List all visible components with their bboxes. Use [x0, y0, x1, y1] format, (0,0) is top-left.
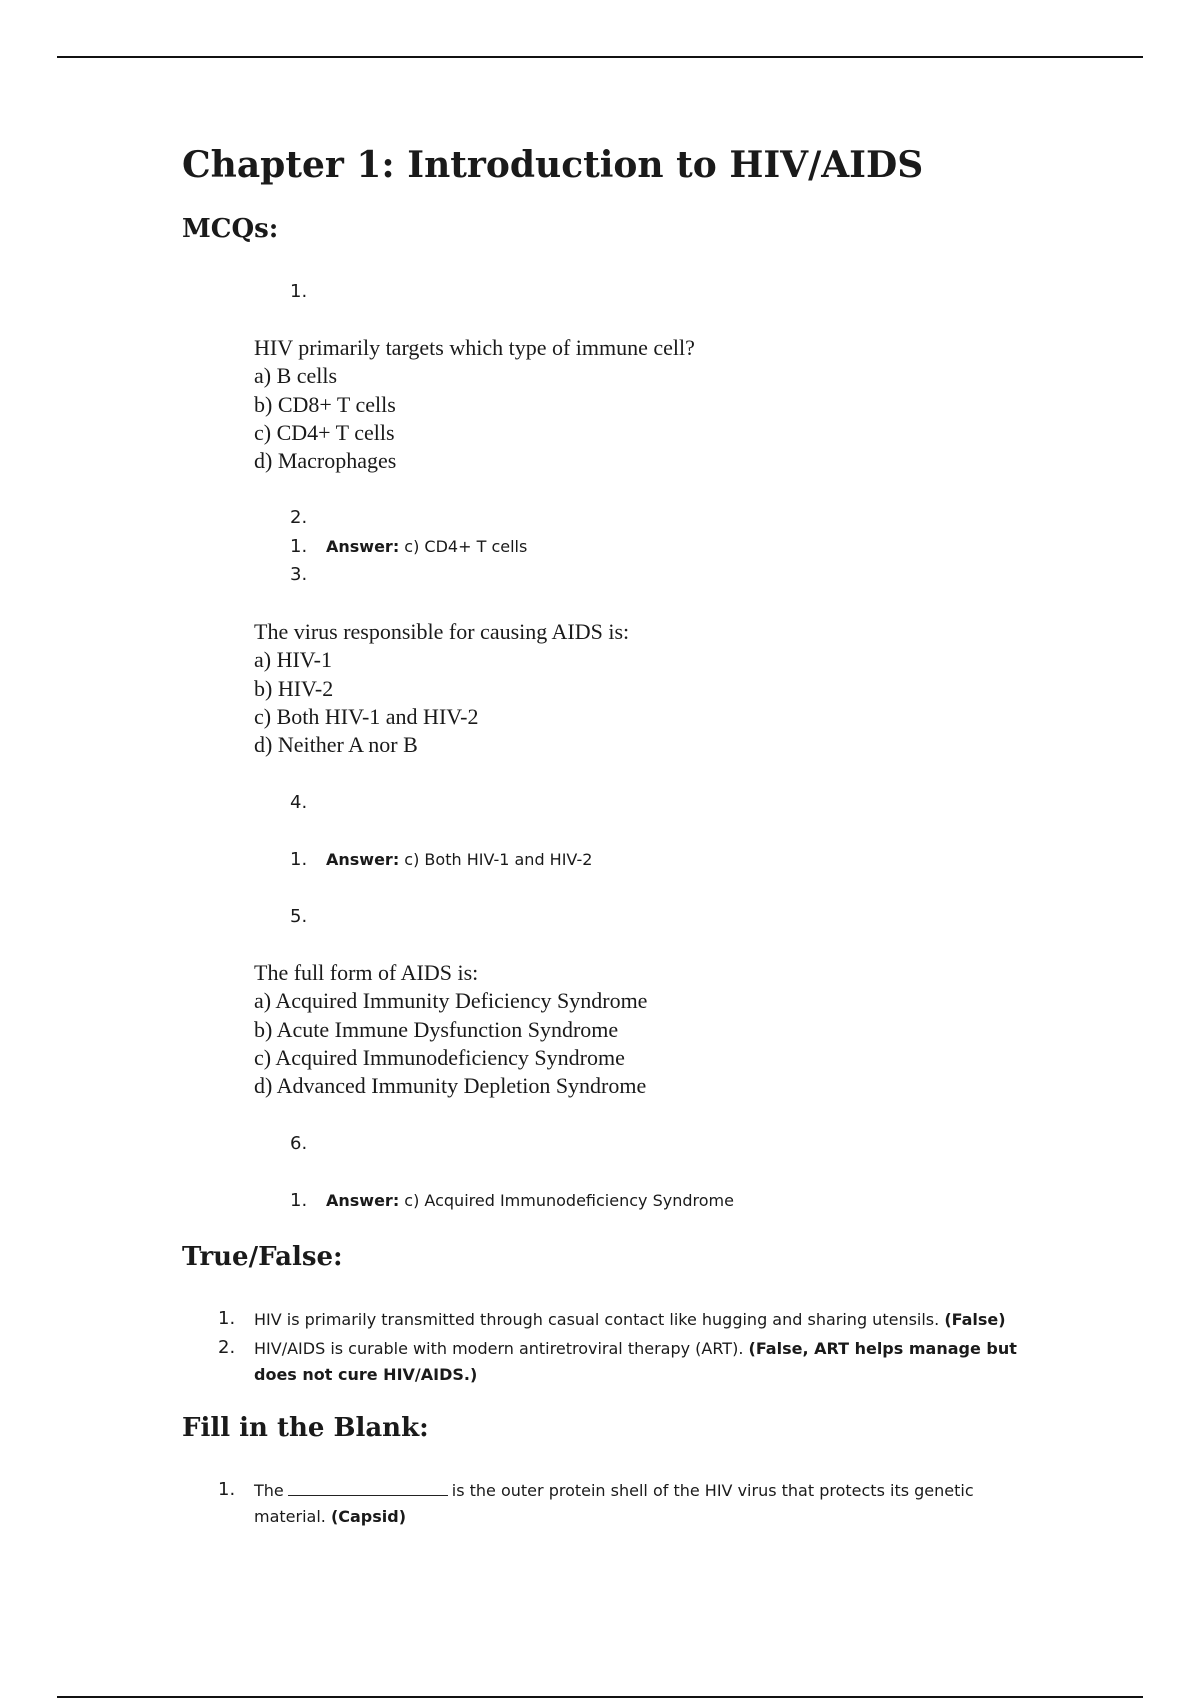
option-c: c) Both HIV-1 and HIV-2	[254, 703, 479, 729]
top-rule	[57, 56, 1143, 58]
option-a: a) Acquired Immunity Deficiency Syndrome	[254, 988, 648, 1014]
answer-label: Answer:	[326, 850, 400, 869]
tf-item-1	[218, 1306, 1038, 1332]
tf-statement: HIV/AIDS is curable with modern antiretroviral therapy (ART).	[254, 1339, 749, 1358]
option-d: d) Macrophages	[254, 448, 397, 474]
answer-text: c) CD4+ T cells	[399, 537, 528, 556]
fill-blank-heading: Fill in the Blank:	[182, 1413, 429, 1443]
fib-answer: (Capsid)	[330, 1507, 407, 1526]
option-c: c) Acquired Immunodeficiency Syndrome	[254, 1044, 625, 1070]
fib-text-after: is the outer protein shell of the HIV virus that protects its genetic material.	[254, 1481, 974, 1526]
tf-item-2	[218, 1335, 1038, 1387]
fib-item-1	[218, 1477, 1038, 1529]
question-text: The full form of AIDS is:	[254, 960, 479, 985]
question-text: HIV primarily targets which type of immune cell?	[254, 335, 695, 360]
fib-number: 1.	[218, 1479, 236, 1500]
mcq-question-1	[254, 334, 695, 475]
answer-3	[290, 1190, 734, 1211]
option-a: a) HIV-1	[254, 647, 332, 673]
option-b: b) HIV-2	[254, 675, 334, 701]
answer-label: Answer:	[326, 537, 400, 556]
mcq-number-4: 4.	[290, 792, 308, 813]
option-b: b) CD8+ T cells	[254, 391, 396, 417]
answer-number: 1.	[290, 1190, 308, 1211]
answer-text: c) Both HIV-1 and HIV-2	[399, 850, 593, 869]
option-a: a) B cells	[254, 363, 338, 389]
question-text: The virus responsible for causing AIDS is:	[254, 619, 630, 644]
answer-2	[290, 849, 593, 870]
tf-answer: (False)	[944, 1310, 1006, 1329]
mcq-number-3: 3.	[290, 564, 308, 585]
fib-text-before: The	[254, 1481, 284, 1500]
mcq-number-6: 6.	[290, 1133, 308, 1154]
option-d: d) Neither A nor B	[254, 732, 418, 758]
mcq-question-2	[254, 618, 629, 759]
tf-number: 2.	[218, 1337, 236, 1358]
option-d: d) Advanced Immunity Depletion Syndrome	[254, 1073, 647, 1099]
answer-text: c) Acquired Immunodeficiency Syndrome	[399, 1191, 734, 1210]
answer-label: Answer:	[326, 1191, 400, 1210]
mcq-question-3	[254, 959, 647, 1100]
blank-line	[288, 1481, 448, 1496]
option-b: b) Acute Immune Dysfunction Syndrome	[254, 1016, 619, 1042]
mcq-heading: MCQs:	[182, 214, 279, 244]
chapter-title: Chapter 1: Introduction to HIV/AIDS	[182, 144, 924, 186]
option-c: c) CD4+ T cells	[254, 419, 395, 445]
mcq-number-1: 1.	[290, 281, 308, 302]
mcq-number-5: 5.	[290, 906, 308, 927]
answer-1	[290, 536, 528, 557]
answer-number: 1.	[290, 536, 308, 557]
bottom-rule	[57, 1696, 1143, 1698]
tf-number: 1.	[218, 1308, 236, 1329]
answer-number: 1.	[290, 849, 308, 870]
true-false-heading: True/False:	[182, 1242, 343, 1272]
tf-answer: (False, ART helps manage but does not cure HIV/AIDS.)	[254, 1339, 1017, 1384]
mcq-number-2: 2.	[290, 507, 308, 528]
tf-statement: HIV is primarily transmitted through casual contact like hugging and sharing utensils.	[254, 1310, 945, 1329]
